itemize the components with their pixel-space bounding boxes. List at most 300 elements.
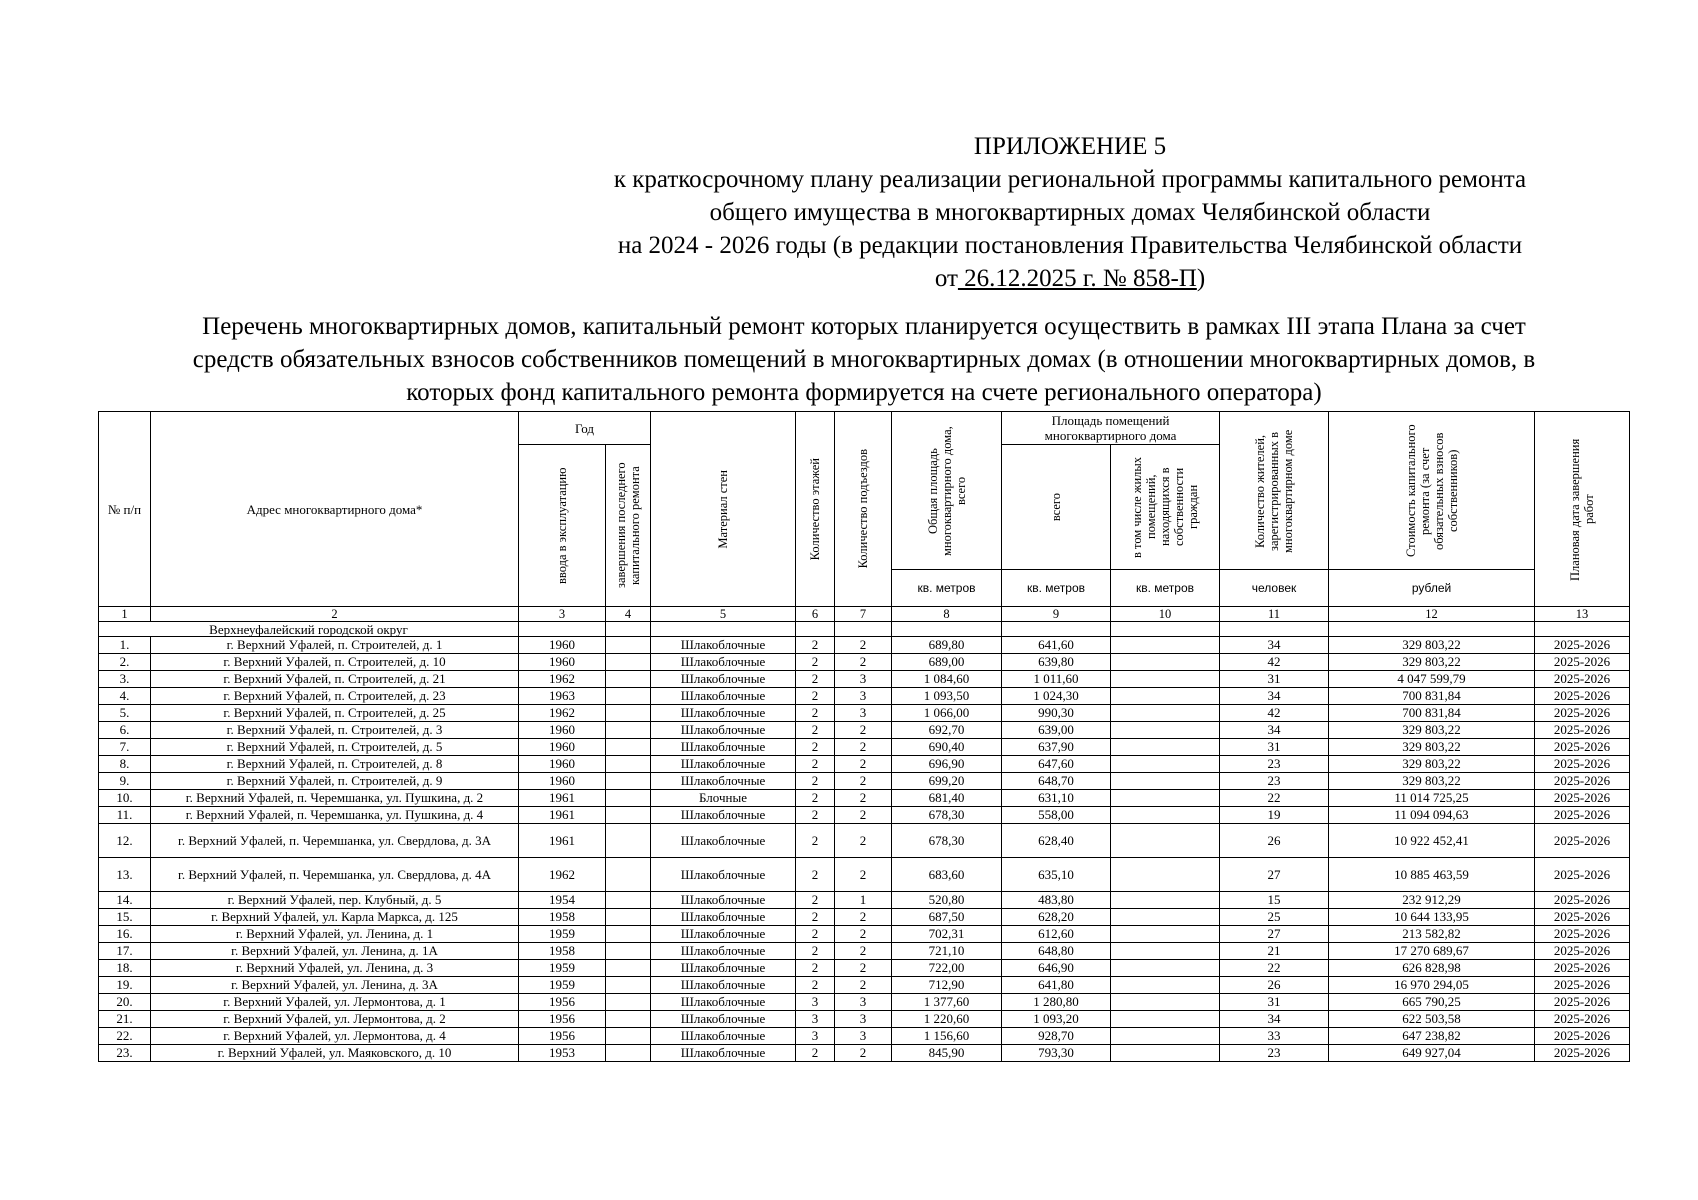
total-area-cell: 681,40 xyxy=(892,790,1002,807)
residents-cell: 33 xyxy=(1220,1028,1329,1045)
header-completion xyxy=(1535,412,1630,607)
row-number: 9. xyxy=(99,773,151,790)
column-number: 11 xyxy=(1220,607,1329,622)
table-row xyxy=(99,671,1630,688)
material-cell: Шлакоблочные xyxy=(651,671,796,688)
cost-cell: 649 927,04 xyxy=(1329,1045,1535,1062)
column-number-row xyxy=(99,607,1630,622)
row-number: 11. xyxy=(99,807,151,824)
row-number: 8. xyxy=(99,756,151,773)
total-area-cell: 678,30 xyxy=(892,824,1002,858)
entrances-cell: 2 xyxy=(835,1045,892,1062)
year-cell: 1956 xyxy=(519,1028,606,1045)
last-repair-cell xyxy=(606,892,651,909)
material-cell: Шлакоблочные xyxy=(651,637,796,654)
address-cell: г. Верхний Уфалей, ул. Карла Маркса, д. 125 xyxy=(151,909,519,926)
material-cell: Шлакоблочные xyxy=(651,705,796,722)
premises-cell: 637,90 xyxy=(1002,739,1111,756)
year-cell: 1959 xyxy=(519,977,606,994)
entrances-cell: 1 xyxy=(835,892,892,909)
year-cell: 1959 xyxy=(519,960,606,977)
appendix-line-3: на 2024 - 2026 годы (в редакции постановления Правительства Челябинской области xyxy=(617,232,1523,259)
last-repair-cell xyxy=(606,858,651,892)
residential-premises-cell xyxy=(1111,994,1220,1011)
column-number: 4 xyxy=(606,607,651,622)
entrances-cell: 2 xyxy=(835,773,892,790)
appendix-line-4 xyxy=(440,262,1698,295)
premises-cell: 635,10 xyxy=(1002,858,1111,892)
last-repair-cell xyxy=(606,671,651,688)
row-number: 18. xyxy=(99,960,151,977)
premises-cell: 628,40 xyxy=(1002,824,1111,858)
header-residents-text: Количество жителей, зарегистрированных в многоквартирном доме xyxy=(1253,428,1296,553)
address-cell: г. Верхний Уфалей, ул. Лермонтова, д. 1 xyxy=(151,994,519,1011)
premises-cell: 928,70 xyxy=(1002,1028,1111,1045)
cost-cell: 665 790,25 xyxy=(1329,994,1535,1011)
floors-cell: 2 xyxy=(796,756,835,773)
entrances-cell: 2 xyxy=(835,909,892,926)
entrances-cell: 2 xyxy=(835,960,892,977)
header-floors-text: Количество этажей xyxy=(808,457,822,561)
year-cell: 1958 xyxy=(519,943,606,960)
year-cell: 1959 xyxy=(519,926,606,943)
floors-cell: 2 xyxy=(796,909,835,926)
floors-cell: 2 xyxy=(796,926,835,943)
completion-cell: 2025-2026 xyxy=(1535,756,1630,773)
material-cell: Шлакоблочные xyxy=(651,943,796,960)
floors-cell: 2 xyxy=(796,807,835,824)
table-row xyxy=(99,654,1630,671)
unit-residents: человек xyxy=(1220,570,1329,607)
premises-cell: 639,00 xyxy=(1002,722,1111,739)
cost-cell: 10 885 463,59 xyxy=(1329,858,1535,892)
premises-cell: 483,80 xyxy=(1002,892,1111,909)
last-repair-cell xyxy=(606,705,651,722)
appendix-line-2: общего имущества в многоквартирных домах Челябинской области xyxy=(709,199,1431,226)
houses-table xyxy=(98,411,1630,1062)
cost-cell: 647 238,82 xyxy=(1329,1028,1535,1045)
last-repair-cell xyxy=(606,926,651,943)
residential-premises-cell xyxy=(1111,892,1220,909)
address-cell: г. Верхний Уфалей, ул. Ленина, д. 3А xyxy=(151,977,519,994)
cost-cell: 622 503,58 xyxy=(1329,1011,1535,1028)
entrances-cell: 3 xyxy=(835,994,892,1011)
last-repair-cell xyxy=(606,943,651,960)
address-cell: г. Верхний Уфалей, ул. Ленина, д. 1А xyxy=(151,943,519,960)
row-number: 23. xyxy=(99,1045,151,1062)
column-number: 13 xyxy=(1535,607,1630,622)
appendix-number: ПРИЛОЖЕНИЕ 5 xyxy=(973,133,1167,160)
table-row xyxy=(99,807,1630,824)
material-cell: Шлакоблочные xyxy=(651,892,796,909)
table-header xyxy=(99,412,1630,637)
column-number: 5 xyxy=(651,607,796,622)
header-year-last-repair xyxy=(606,445,651,607)
address-cell: г. Верхний Уфалей, ул. Маяковского, д. 10 xyxy=(151,1045,519,1062)
completion-cell: 2025-2026 xyxy=(1535,858,1630,892)
material-cell: Шлакоблочные xyxy=(651,722,796,739)
floors-cell: 2 xyxy=(796,688,835,705)
cost-cell: 626 828,98 xyxy=(1329,960,1535,977)
material-cell: Шлакоблочные xyxy=(651,1045,796,1062)
material-cell: Шлакоблочные xyxy=(651,926,796,943)
residential-premises-cell xyxy=(1111,960,1220,977)
completion-cell: 2025-2026 xyxy=(1535,688,1630,705)
completion-cell: 2025-2026 xyxy=(1535,1045,1630,1062)
table-row xyxy=(99,722,1630,739)
table-row xyxy=(99,773,1630,790)
header-completion-text: Плановая дата завершения работ xyxy=(1568,437,1597,581)
total-area-cell: 1 377,60 xyxy=(892,994,1002,1011)
entrances-cell: 3 xyxy=(835,688,892,705)
residents-cell: 31 xyxy=(1220,739,1329,756)
header-residents xyxy=(1220,412,1329,570)
unit-premises-total: кв. метров xyxy=(1002,570,1111,607)
year-cell: 1960 xyxy=(519,637,606,654)
material-cell: Шлакоблочные xyxy=(651,756,796,773)
residents-cell: 22 xyxy=(1220,960,1329,977)
material-cell: Шлакоблочные xyxy=(651,739,796,756)
title-line-3: которых фонд капитального ремонта формируется на счете регионального оператора) xyxy=(406,379,1322,406)
entrances-cell: 3 xyxy=(835,1028,892,1045)
total-area-cell: 689,00 xyxy=(892,654,1002,671)
header-premises-total-text: всего xyxy=(1049,492,1063,522)
last-repair-cell xyxy=(606,1028,651,1045)
year-cell: 1961 xyxy=(519,790,606,807)
residents-cell: 23 xyxy=(1220,756,1329,773)
residential-premises-cell xyxy=(1111,807,1220,824)
year-cell: 1963 xyxy=(519,688,606,705)
residents-cell: 26 xyxy=(1220,977,1329,994)
title-line-2: средств обязательных взносов собственников помещений в многоквартирных домах (в отношении многоквартирных домов, в xyxy=(192,346,1536,373)
premises-cell: 648,80 xyxy=(1002,943,1111,960)
residential-premises-cell xyxy=(1111,654,1220,671)
total-area-cell: 1 084,60 xyxy=(892,671,1002,688)
column-number: 12 xyxy=(1329,607,1535,622)
total-area-cell: 712,90 xyxy=(892,977,1002,994)
cost-cell: 700 831,84 xyxy=(1329,705,1535,722)
last-repair-cell xyxy=(606,756,651,773)
total-area-cell: 721,10 xyxy=(892,943,1002,960)
completion-cell: 2025-2026 xyxy=(1535,892,1630,909)
material-cell: Шлакоблочные xyxy=(651,654,796,671)
floors-cell: 3 xyxy=(796,994,835,1011)
floors-cell: 2 xyxy=(796,790,835,807)
premises-cell: 628,20 xyxy=(1002,909,1111,926)
year-cell: 1961 xyxy=(519,824,606,858)
premises-cell: 647,60 xyxy=(1002,756,1111,773)
total-area-cell: 520,80 xyxy=(892,892,1002,909)
row-number: 5. xyxy=(99,705,151,722)
section-cell xyxy=(651,622,796,637)
last-repair-cell xyxy=(606,654,651,671)
header-premises-total xyxy=(1002,445,1111,570)
residents-cell: 34 xyxy=(1220,688,1329,705)
table-body xyxy=(99,637,1630,1062)
address-cell: г. Верхний Уфалей, п. Черемшанка, ул. Свердлова, д. 3А xyxy=(151,824,519,858)
table-row xyxy=(99,1028,1630,1045)
residential-premises-cell xyxy=(1111,773,1220,790)
year-cell: 1960 xyxy=(519,773,606,790)
address-cell: г. Верхний Уфалей, п. Строителей, д. 9 xyxy=(151,773,519,790)
section-cell xyxy=(519,622,606,637)
material-cell: Шлакоблочные xyxy=(651,994,796,1011)
floors-cell: 2 xyxy=(796,637,835,654)
completion-cell: 2025-2026 xyxy=(1535,773,1630,790)
entrances-cell: 3 xyxy=(835,671,892,688)
material-cell: Шлакоблочные xyxy=(651,1011,796,1028)
last-repair-cell xyxy=(606,790,651,807)
premises-cell: 1 280,80 xyxy=(1002,994,1111,1011)
section-cell xyxy=(1220,622,1329,637)
row-number: 4. xyxy=(99,688,151,705)
residents-cell: 27 xyxy=(1220,858,1329,892)
header-premises-residential-text: в том числе жилых помещений, находящихся в собственности граждан xyxy=(1130,456,1200,558)
table-row xyxy=(99,637,1630,654)
premises-cell: 990,30 xyxy=(1002,705,1111,722)
cost-cell: 329 803,22 xyxy=(1329,637,1535,654)
cost-cell: 11 094 094,63 xyxy=(1329,807,1535,824)
table-row xyxy=(99,858,1630,892)
section-cell xyxy=(892,622,1002,637)
premises-cell: 612,60 xyxy=(1002,926,1111,943)
completion-cell: 2025-2026 xyxy=(1535,807,1630,824)
section-cell xyxy=(835,622,892,637)
material-cell: Блочные xyxy=(651,790,796,807)
completion-cell: 2025-2026 xyxy=(1535,739,1630,756)
material-cell: Шлакоблочные xyxy=(651,909,796,926)
material-cell: Шлакоблочные xyxy=(651,773,796,790)
header-total-area-text: Общая площадь многоквартирного дома, всего xyxy=(925,425,968,556)
entrances-cell: 2 xyxy=(835,807,892,824)
table-row xyxy=(99,909,1630,926)
address-cell: г. Верхний Уфалей, пер. Клубный, д. 5 xyxy=(151,892,519,909)
last-repair-cell xyxy=(606,637,651,654)
header-premises-residential xyxy=(1111,445,1220,570)
floors-cell: 2 xyxy=(796,773,835,790)
row-number: 16. xyxy=(99,926,151,943)
residential-premises-cell xyxy=(1111,790,1220,807)
header-no: № п/п xyxy=(99,412,151,607)
completion-cell: 2025-2026 xyxy=(1535,1028,1630,1045)
completion-cell: 2025-2026 xyxy=(1535,824,1630,858)
cost-cell: 11 014 725,25 xyxy=(1329,790,1535,807)
table-row xyxy=(99,790,1630,807)
residential-premises-cell xyxy=(1111,943,1220,960)
column-number: 2 xyxy=(151,607,519,622)
header-total-area xyxy=(892,412,1002,570)
total-area-cell: 699,20 xyxy=(892,773,1002,790)
column-number: 7 xyxy=(835,607,892,622)
cost-cell: 4 047 599,79 xyxy=(1329,671,1535,688)
table-row xyxy=(99,739,1630,756)
floors-cell: 3 xyxy=(796,1011,835,1028)
entrances-cell: 2 xyxy=(835,858,892,892)
column-number: 3 xyxy=(519,607,606,622)
completion-cell: 2025-2026 xyxy=(1535,671,1630,688)
residential-premises-cell xyxy=(1111,1028,1220,1045)
residential-premises-cell xyxy=(1111,977,1220,994)
residential-premises-cell xyxy=(1111,705,1220,722)
address-cell: г. Верхний Уфалей, п. Черемшанка, ул. Пушкина, д. 4 xyxy=(151,807,519,824)
completion-cell: 2025-2026 xyxy=(1535,960,1630,977)
residents-cell: 26 xyxy=(1220,824,1329,858)
floors-cell: 2 xyxy=(796,960,835,977)
residents-cell: 42 xyxy=(1220,654,1329,671)
entrances-cell: 2 xyxy=(835,943,892,960)
total-area-cell: 845,90 xyxy=(892,1045,1002,1062)
unit-cost: рублей xyxy=(1329,570,1535,607)
column-number: 10 xyxy=(1111,607,1220,622)
total-area-cell: 702,31 xyxy=(892,926,1002,943)
total-area-cell: 696,90 xyxy=(892,756,1002,773)
floors-cell: 2 xyxy=(796,654,835,671)
floors-cell: 2 xyxy=(796,1045,835,1062)
cost-cell: 329 803,22 xyxy=(1329,756,1535,773)
table-row xyxy=(99,943,1630,960)
header-wall-material-text: Материал стен xyxy=(716,469,730,549)
last-repair-cell xyxy=(606,739,651,756)
completion-cell: 2025-2026 xyxy=(1535,943,1630,960)
header-entrances-text: Количество подъездов xyxy=(856,449,870,569)
premises-cell: 641,80 xyxy=(1002,977,1111,994)
row-number: 1. xyxy=(99,637,151,654)
total-area-cell: 687,50 xyxy=(892,909,1002,926)
appendix-header xyxy=(440,130,1698,295)
row-number: 10. xyxy=(99,790,151,807)
residents-cell: 34 xyxy=(1220,1011,1329,1028)
last-repair-cell xyxy=(606,977,651,994)
cost-cell: 10 644 133,95 xyxy=(1329,909,1535,926)
material-cell: Шлакоблочные xyxy=(651,824,796,858)
header-year-commission-text: ввода в эксплуатацию xyxy=(555,467,569,584)
total-area-cell: 692,70 xyxy=(892,722,1002,739)
entrances-cell: 2 xyxy=(835,654,892,671)
address-cell: г. Верхний Уфалей, п. Строителей, д. 25 xyxy=(151,705,519,722)
residents-cell: 15 xyxy=(1220,892,1329,909)
appendix-close-paren: ) xyxy=(1196,265,1206,292)
cost-cell: 700 831,84 xyxy=(1329,688,1535,705)
title-line-1: Перечень многоквартирных домов, капитальный ремонт которых планируется осуществить в рамках III этапа Плана за счет xyxy=(202,313,1526,340)
table-row xyxy=(99,892,1630,909)
header-premises-group: Площадь помещений многоквартирного дома xyxy=(1002,412,1220,445)
total-area-cell: 1 093,50 xyxy=(892,688,1002,705)
table-row xyxy=(99,824,1630,858)
row-number: 15. xyxy=(99,909,151,926)
total-area-cell: 689,80 xyxy=(892,637,1002,654)
floors-cell: 2 xyxy=(796,977,835,994)
address-cell: г. Верхний Уфалей, ул. Лермонтова, д. 4 xyxy=(151,1028,519,1045)
section-cell xyxy=(606,622,651,637)
header-year-last-repair-text: завершения последнего капитального ремонта xyxy=(614,462,642,589)
row-number: 14. xyxy=(99,892,151,909)
table-row xyxy=(99,1011,1630,1028)
residential-premises-cell xyxy=(1111,1011,1220,1028)
last-repair-cell xyxy=(606,688,651,705)
table-row xyxy=(99,926,1630,943)
residential-premises-cell xyxy=(1111,858,1220,892)
residential-premises-cell xyxy=(1111,637,1220,654)
section-cell xyxy=(1002,622,1111,637)
entrances-cell: 3 xyxy=(835,705,892,722)
premises-cell: 648,70 xyxy=(1002,773,1111,790)
row-number: 19. xyxy=(99,977,151,994)
last-repair-cell xyxy=(606,994,651,1011)
floors-cell: 2 xyxy=(796,858,835,892)
total-area-cell: 722,00 xyxy=(892,960,1002,977)
address-cell: г. Верхний Уфалей, п. Строителей, д. 5 xyxy=(151,739,519,756)
completion-cell: 2025-2026 xyxy=(1535,926,1630,943)
premises-cell: 1 011,60 xyxy=(1002,671,1111,688)
row-number: 2. xyxy=(99,654,151,671)
floors-cell: 2 xyxy=(796,722,835,739)
row-number: 22. xyxy=(99,1028,151,1045)
table-row xyxy=(99,977,1630,994)
floors-cell: 2 xyxy=(796,892,835,909)
premises-cell: 1 093,20 xyxy=(1002,1011,1111,1028)
floors-cell: 3 xyxy=(796,1028,835,1045)
column-number: 9 xyxy=(1002,607,1111,622)
table-row xyxy=(99,960,1630,977)
table-row xyxy=(99,994,1630,1011)
year-cell: 1956 xyxy=(519,994,606,1011)
year-cell: 1960 xyxy=(519,756,606,773)
floors-cell: 2 xyxy=(796,943,835,960)
cost-cell: 329 803,22 xyxy=(1329,773,1535,790)
address-cell: г. Верхний Уфалей, п. Черемшанка, ул. Пушкина, д. 2 xyxy=(151,790,519,807)
residential-premises-cell xyxy=(1111,671,1220,688)
residential-premises-cell xyxy=(1111,688,1220,705)
entrances-cell: 2 xyxy=(835,926,892,943)
entrances-cell: 2 xyxy=(835,637,892,654)
column-number: 8 xyxy=(892,607,1002,622)
address-cell: г. Верхний Уфалей, п. Строителей, д. 8 xyxy=(151,756,519,773)
unit-total-area: кв. метров xyxy=(892,570,1002,607)
residential-premises-cell xyxy=(1111,926,1220,943)
section-cell xyxy=(796,622,835,637)
section-row xyxy=(99,622,1630,637)
floors-cell: 2 xyxy=(796,705,835,722)
document-title xyxy=(96,310,1632,409)
last-repair-cell xyxy=(606,1011,651,1028)
material-cell: Шлакоблочные xyxy=(651,858,796,892)
material-cell: Шлакоблочные xyxy=(651,688,796,705)
address-cell: г. Верхний Уфалей, п. Строителей, д. 21 xyxy=(151,671,519,688)
residential-premises-cell xyxy=(1111,722,1220,739)
header-year-commission xyxy=(519,445,606,607)
year-cell: 1961 xyxy=(519,807,606,824)
premises-cell: 793,30 xyxy=(1002,1045,1111,1062)
residents-cell: 22 xyxy=(1220,790,1329,807)
section-cell xyxy=(1535,622,1630,637)
residents-cell: 42 xyxy=(1220,705,1329,722)
material-cell: Шлакоблочные xyxy=(651,960,796,977)
row-number: 13. xyxy=(99,858,151,892)
material-cell: Шлакоблочные xyxy=(651,977,796,994)
residents-cell: 21 xyxy=(1220,943,1329,960)
residential-premises-cell xyxy=(1111,739,1220,756)
section-cell xyxy=(1111,622,1220,637)
floors-cell: 2 xyxy=(796,671,835,688)
column-number: 6 xyxy=(796,607,835,622)
total-area-cell: 1 066,00 xyxy=(892,705,1002,722)
address-cell: г. Верхний Уфалей, п. Строителей, д. 1 xyxy=(151,637,519,654)
column-number: 1 xyxy=(99,607,151,622)
year-cell: 1953 xyxy=(519,1045,606,1062)
material-cell: Шлакоблочные xyxy=(651,807,796,824)
table-row xyxy=(99,705,1630,722)
address-cell: г. Верхний Уфалей, ул. Лермонтова, д. 2 xyxy=(151,1011,519,1028)
